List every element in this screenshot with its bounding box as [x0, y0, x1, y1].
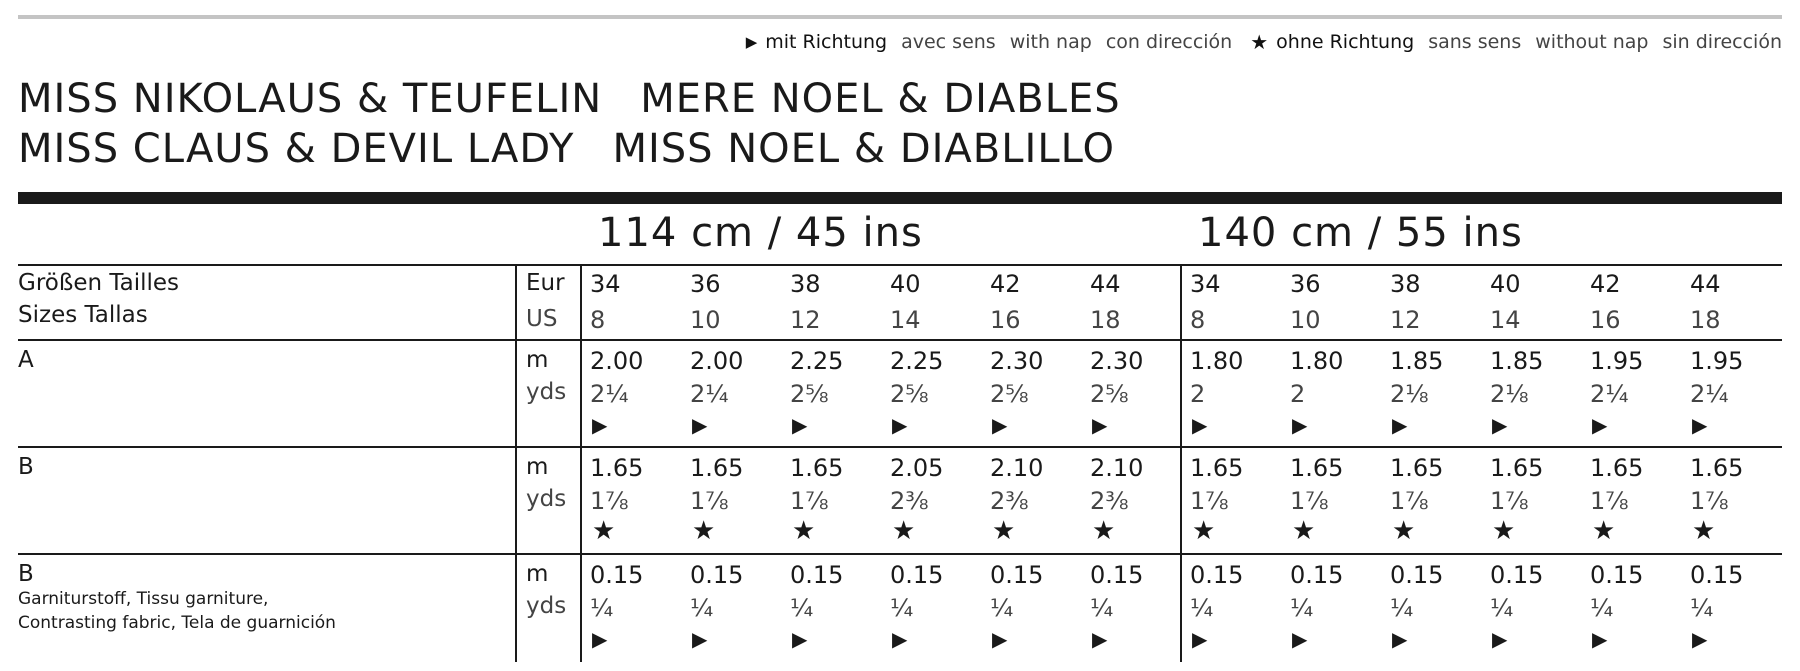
yardage-yds: 2¼: [690, 380, 729, 408]
size-us: 14: [890, 306, 921, 334]
table-column-divider: [1180, 264, 1182, 662]
with-nap-icon: ▶: [1592, 413, 1608, 437]
yardage-m: 2.00: [590, 347, 644, 375]
with-nap-icon: ▶: [1192, 413, 1208, 437]
sizes-label-line-2: Sizes Tallas: [18, 302, 148, 328]
yardage-m: 0.15: [690, 561, 744, 589]
with-nap-icon: ▶: [1692, 413, 1708, 437]
yardage-m: 1.65: [1590, 454, 1644, 482]
table-column-divider: [515, 264, 517, 662]
yardage-m: 0.15: [1690, 561, 1744, 589]
yardage-m: 2.05: [890, 454, 944, 482]
sizes-label-line-1: Größen Tailles: [18, 270, 180, 296]
with-nap-icon: ▶: [1292, 413, 1308, 437]
yardage-yds: 2⅝: [1090, 380, 1129, 408]
yardage-yds: 1⅞: [790, 487, 829, 515]
yardage-m: 0.15: [1290, 561, 1344, 589]
yardage-yds: 2¼: [590, 380, 629, 408]
with-nap-icon: ▶: [1592, 627, 1608, 651]
size-eur: 44: [1090, 270, 1121, 298]
with-nap-icon: ▶: [1392, 413, 1408, 437]
size-eur: 36: [1290, 270, 1321, 298]
yardage-yds: 1⅞: [1490, 487, 1529, 515]
yardage-m: 0.15: [1590, 561, 1644, 589]
with-nap-icon: ▶: [892, 413, 908, 437]
with-nap-icon: ▶: [1192, 627, 1208, 651]
yardage-yds: 2⅛: [1490, 380, 1529, 408]
without-nap-icon: ★: [1692, 516, 1716, 546]
yardage-m: 1.65: [1690, 454, 1744, 482]
without-nap-icon: ★: [892, 516, 916, 546]
yardage-m: 1.65: [1490, 454, 1544, 482]
yardage-m: 2.10: [1090, 454, 1144, 482]
legend-with-nap-de: mit Richtung: [765, 31, 888, 53]
table-row-divider: [18, 446, 1782, 448]
yardage-yds: ¼: [590, 594, 614, 622]
yardage-yds: 2⅝: [990, 380, 1029, 408]
row-sublabel: Garniturstoff, Tissu garniture,: [18, 589, 269, 609]
with-nap-icon: ▶: [692, 627, 708, 651]
legend-without-nap-en: without nap: [1535, 31, 1649, 53]
with-nap-icon: ▶: [992, 413, 1008, 437]
unit-yds: yds: [526, 486, 567, 512]
yardage-m: 2.30: [1090, 347, 1144, 375]
with-nap-icon: ▶: [792, 627, 808, 651]
yardage-m: 0.15: [990, 561, 1044, 589]
yardage-m: 1.65: [790, 454, 844, 482]
yardage-yds: ¼: [1190, 594, 1214, 622]
with-nap-icon: ▶: [592, 413, 608, 437]
yardage-yds: ¼: [1390, 594, 1414, 622]
unit-us: US: [526, 306, 558, 332]
size-us: 14: [1490, 306, 1521, 334]
yardage-m: 1.80: [1290, 347, 1344, 375]
size-us: 10: [690, 306, 721, 334]
yardage-m: 0.15: [1090, 561, 1144, 589]
yardage-m: 0.15: [1490, 561, 1544, 589]
yardage-yds: 1⅞: [1690, 487, 1729, 515]
size-eur: 42: [990, 270, 1021, 298]
legend-with-nap-en: with nap: [1009, 31, 1092, 53]
legend-with-nap-es: con dirección: [1105, 31, 1233, 53]
yardage-yds: 2: [1290, 380, 1306, 408]
row-label: A: [18, 347, 34, 373]
size-eur: 34: [590, 270, 621, 298]
size-us: 12: [1390, 306, 1421, 334]
legend-with-nap-fr: avec sens: [901, 31, 996, 53]
yardage-m: 0.15: [1190, 561, 1244, 589]
with-nap-icon: ▶: [892, 627, 908, 651]
size-eur: 38: [790, 270, 821, 298]
yardage-yds: ¼: [1690, 594, 1714, 622]
fabric-width-114: 114 cm / 45 ins: [598, 210, 923, 256]
yardage-m: 1.65: [590, 454, 644, 482]
size-us: 18: [1090, 306, 1121, 334]
without-nap-symbol: ★: [1250, 30, 1269, 54]
yardage-m: 0.15: [790, 561, 844, 589]
legend-without-nap-fr: sans sens: [1428, 31, 1522, 53]
fabric-width-140: 140 cm / 55 ins: [1198, 210, 1523, 256]
table-row-divider: [18, 339, 1782, 341]
with-nap-icon: ▶: [1692, 627, 1708, 651]
size-us: 16: [990, 306, 1021, 334]
title-fr: MERE NOEL & DIABLES: [640, 76, 1121, 122]
without-nap-icon: ★: [992, 516, 1016, 546]
yardage-m: 1.80: [1190, 347, 1244, 375]
without-nap-icon: ★: [1592, 516, 1616, 546]
yardage-yds: 1⅞: [1590, 487, 1629, 515]
yardage-yds: ¼: [990, 594, 1014, 622]
with-nap-icon: ▶: [1092, 627, 1108, 651]
yardage-m: 1.65: [1290, 454, 1344, 482]
size-eur: 36: [690, 270, 721, 298]
yardage-yds: ¼: [1490, 594, 1514, 622]
title-line-1: [18, 76, 1121, 122]
row-sublabel: Contrasting fabric, Tela de guarnición: [18, 613, 336, 633]
size-eur: 38: [1390, 270, 1421, 298]
yardage-yds: 2: [1190, 380, 1206, 408]
yardage-yds: 1⅞: [1190, 487, 1229, 515]
title-en: MISS CLAUS & DEVIL LADY: [18, 126, 575, 172]
legend-without-nap-de: ohne Richtung: [1276, 31, 1415, 53]
yardage-yds: 2⅝: [790, 380, 829, 408]
yardage-yds: 1⅞: [690, 487, 729, 515]
table-row-divider: [18, 264, 1782, 266]
unit-eur: Eur: [526, 270, 565, 296]
size-eur: 34: [1190, 270, 1221, 298]
yardage-yds: 1⅞: [1390, 487, 1429, 515]
with-nap-icon: ▶: [792, 413, 808, 437]
without-nap-icon: ★: [1092, 516, 1116, 546]
without-nap-icon: ★: [1392, 516, 1416, 546]
yardage-yds: 1⅞: [590, 487, 629, 515]
with-nap-icon: ▶: [1492, 413, 1508, 437]
yardage-yds: 2⅜: [1090, 487, 1129, 515]
yardage-yds: ¼: [1090, 594, 1114, 622]
yardage-m: 2.25: [790, 347, 844, 375]
with-nap-icon: ▶: [992, 627, 1008, 651]
nap-legend: [728, 30, 1782, 54]
size-us: 16: [1590, 306, 1621, 334]
without-nap-icon: ★: [592, 516, 616, 546]
yardage-m: 1.95: [1690, 347, 1744, 375]
yardage-m: 0.15: [890, 561, 944, 589]
with-nap-icon: ▶: [692, 413, 708, 437]
size-us: 8: [1190, 306, 1206, 334]
without-nap-icon: ★: [1192, 516, 1216, 546]
without-nap-icon: ★: [692, 516, 716, 546]
with-nap-icon: ▶: [1292, 627, 1308, 651]
table-column-divider: [580, 264, 582, 662]
yardage-yds: 2⅝: [890, 380, 929, 408]
without-nap-icon: ★: [1492, 516, 1516, 546]
yardage-yds: 2¼: [1590, 380, 1629, 408]
size-us: 10: [1290, 306, 1321, 334]
yardage-m: 2.10: [990, 454, 1044, 482]
with-nap-icon: ▶: [1492, 627, 1508, 651]
title-line-2: [18, 126, 1115, 172]
unit-m: m: [526, 454, 549, 480]
with-nap-icon: ▶: [1392, 627, 1408, 651]
without-nap-icon: ★: [792, 516, 816, 546]
without-nap-icon: ★: [1292, 516, 1316, 546]
size-us: 18: [1690, 306, 1721, 334]
yardage-m: 1.85: [1390, 347, 1444, 375]
with-nap-icon: ▶: [1092, 413, 1108, 437]
yardage-yds: ¼: [890, 594, 914, 622]
size-eur: 40: [890, 270, 921, 298]
table-row-divider: [18, 553, 1782, 555]
unit-m: m: [526, 561, 549, 587]
legend-without-nap-es: sin dirección: [1662, 31, 1782, 53]
unit-yds: yds: [526, 593, 567, 619]
title-divider: [18, 192, 1782, 204]
yardage-yds: ¼: [790, 594, 814, 622]
size-eur: 40: [1490, 270, 1521, 298]
size-eur: 44: [1690, 270, 1721, 298]
size-eur: 42: [1590, 270, 1621, 298]
size-us: 8: [590, 306, 606, 334]
yardage-m: 1.65: [690, 454, 744, 482]
unit-m: m: [526, 347, 549, 373]
yardage-yds: 2¼: [1690, 380, 1729, 408]
with-nap-symbol: ▶: [745, 33, 758, 51]
yardage-m: 0.15: [1390, 561, 1444, 589]
yardage-yds: ¼: [1590, 594, 1614, 622]
with-nap-icon: ▶: [592, 627, 608, 651]
yardage-m: 1.95: [1590, 347, 1644, 375]
yardage-m: 2.00: [690, 347, 744, 375]
yardage-m: 2.30: [990, 347, 1044, 375]
yardage-yds: 1⅞: [1290, 487, 1329, 515]
unit-yds: yds: [526, 379, 567, 405]
row-label: B: [18, 454, 34, 480]
yardage-yds: ¼: [690, 594, 714, 622]
yardage-m: 1.65: [1190, 454, 1244, 482]
title-es: MISS NOEL & DIABLILLO: [612, 126, 1115, 172]
yardage-m: 2.25: [890, 347, 944, 375]
yardage-m: 1.85: [1490, 347, 1544, 375]
yardage-yds: 2⅜: [890, 487, 929, 515]
yardage-yds: 2⅛: [1390, 380, 1429, 408]
yardage-m: 0.15: [590, 561, 644, 589]
top-rule: [18, 15, 1782, 19]
yardage-m: 1.65: [1390, 454, 1444, 482]
row-label: B: [18, 561, 34, 587]
size-us: 12: [790, 306, 821, 334]
yardage-yds: ¼: [1290, 594, 1314, 622]
yardage-yds: 2⅜: [990, 487, 1029, 515]
title-de: MISS NIKOLAUS & TEUFELIN: [18, 76, 603, 122]
